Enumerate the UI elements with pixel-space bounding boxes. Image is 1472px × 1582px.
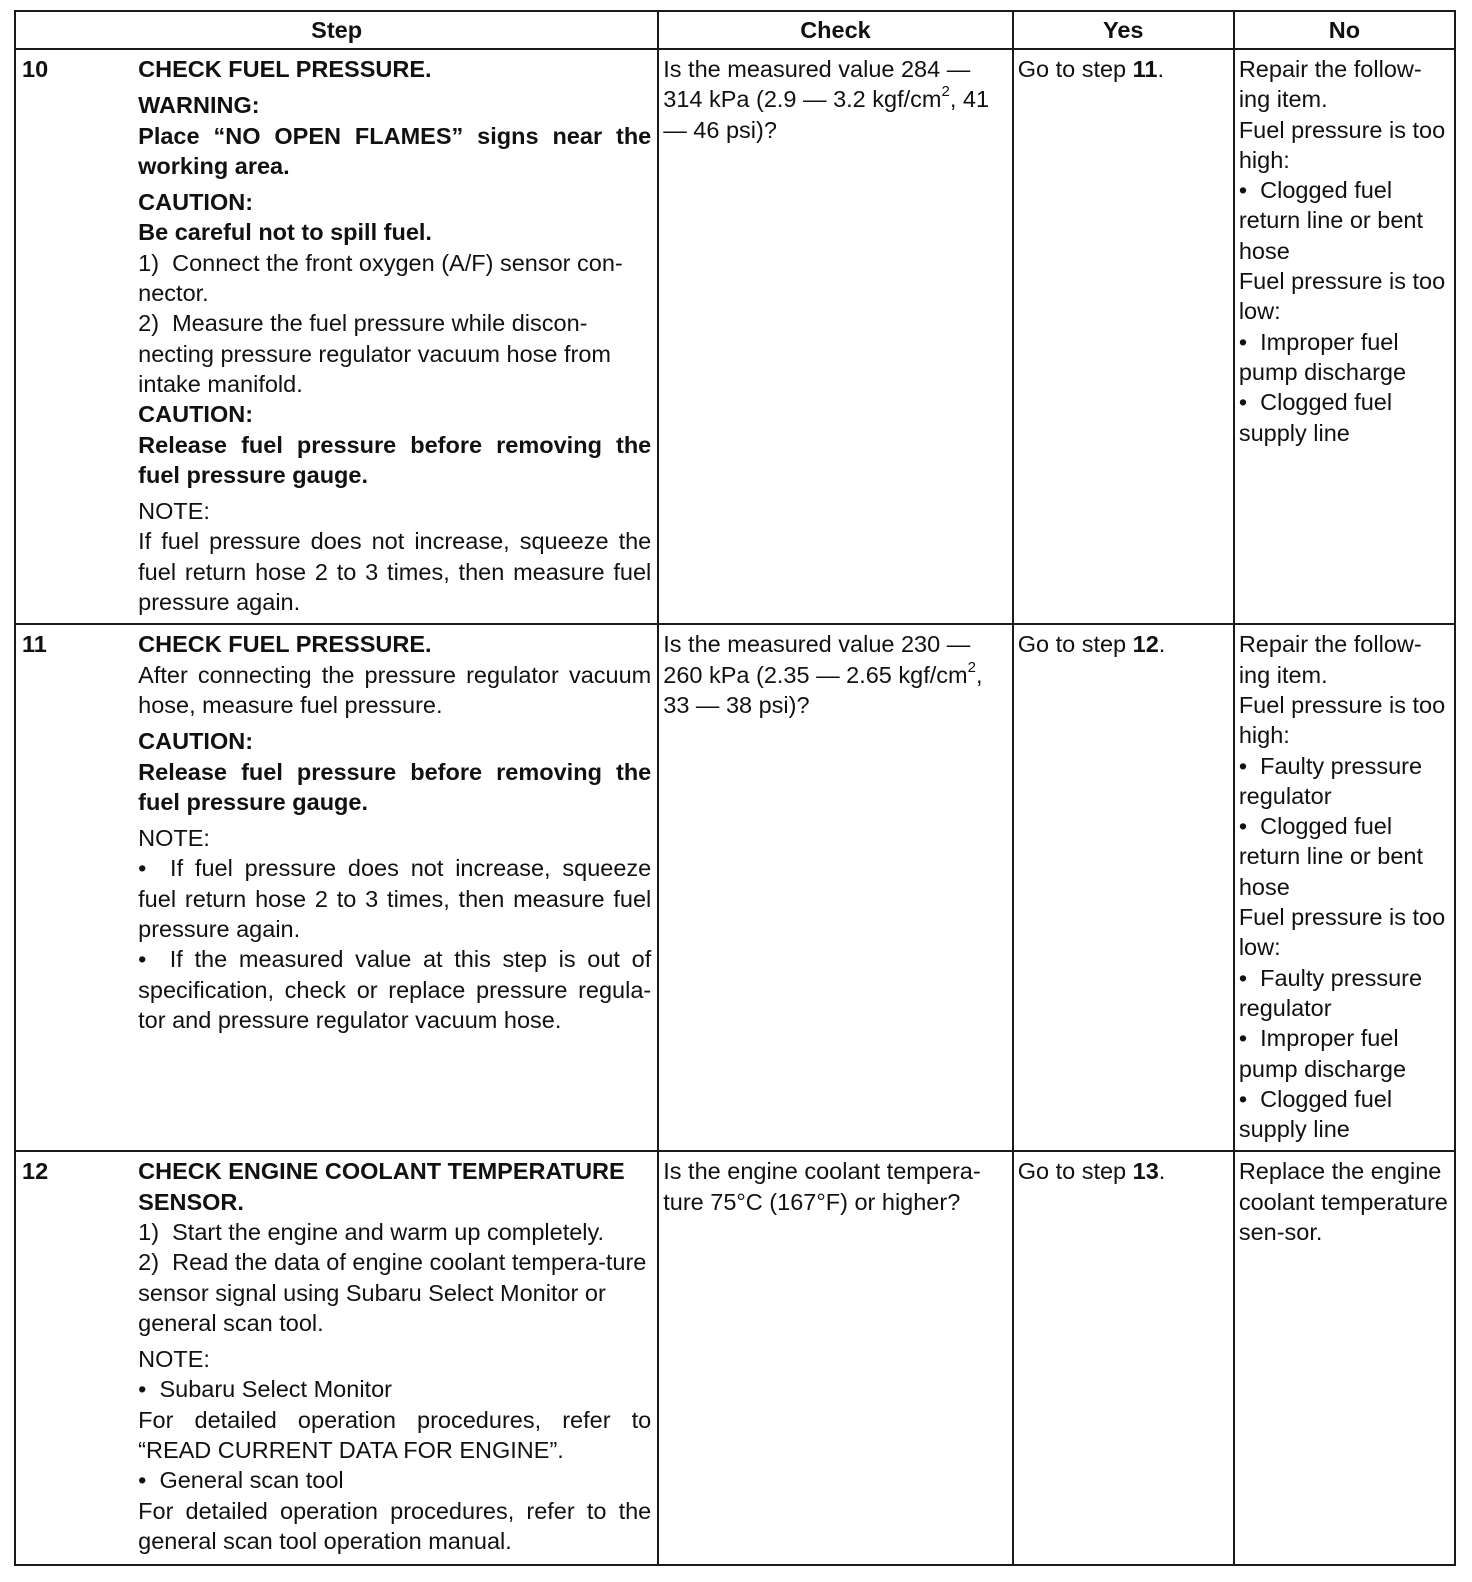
no-text: Fuel pressure is too high: [1238,691,1446,749]
check-question: Is the measured value 230 — 260 kPa (2.35 — 2.65 kgf/$cm^2$, 33 — 38 psi)? [663,631,983,718]
note-label: NOTE: [138,825,210,852]
note-label: NOTE: [138,498,210,525]
check-question: Is the engine coolant tempera-ture 75°C (167°F) or higher? [663,1158,981,1215]
note-bullet: • General scan tool [138,1465,651,1495]
step-title: CHECK FUEL PRESSURE. [138,631,432,658]
next-step-number: 12 [1132,631,1159,658]
check-cell [658,49,1012,624]
no-text: Fuel pressure is too low: [1238,904,1446,961]
header-check: Check [658,11,1012,49]
step-title: CHECK FUEL PRESSURE. [138,56,432,82]
header-step: Step [15,11,658,49]
step-number: 11 [22,631,47,658]
procedure-step: 1) Start the engine and warm up completely. [138,1218,605,1245]
no-cell [1234,624,1455,1151]
warning-label: WARNING: [138,92,260,119]
no-bullet: • Improper fuel pump discharge [1239,327,1448,388]
procedure-step: 1) Connect the front oxygen (A/F) sensor con-nector. [138,249,623,307]
next-step-number: 13 [1132,1158,1159,1185]
procedure-step: 2) Read the data of engine coolant tempera-ture sensor signal using Subaru Select Monitor or general scan tool. [138,1249,647,1336]
yes-action: Go to step 11. [1017,56,1165,82]
caution-label: CAUTION: [138,728,254,755]
caution-text: Release fuel pressure before removing the fuel pressure gauge. [138,431,652,488]
no-bullet: • Improper fuel pump discharge [1239,1023,1448,1084]
yes-cell [1013,49,1234,624]
check-cell [658,1151,1012,1565]
step-number-cell [15,49,134,624]
step-number: 10 [22,56,49,82]
no-bullet: • Clogged fuel return line or bent hose [1239,811,1448,902]
table-row [15,1151,1455,1565]
step-body: After connecting the pressure regulator vacuum hose, measure fuel pressure. [138,661,652,718]
no-text: Fuel pressure is too high: [1238,116,1446,173]
caution-label: CAUTION: [138,189,254,216]
step-number-cell [15,624,134,1151]
no-cell [1234,49,1455,624]
note-text: For detailed operation procedures, refer to the general scan tool operation manual. [138,1497,652,1554]
step-number-cell [15,1151,134,1565]
header-no: No [1234,11,1455,49]
yes-cell [1013,1151,1234,1565]
step-cell [134,1151,658,1565]
diagnostic-table [14,10,1456,1566]
note-text: For detailed operation procedures, refer to “READ CURRENT DATA FOR ENGINE”. [138,1406,652,1464]
yes-action: Go to step 13. [1017,1158,1166,1185]
no-bullet: • Clogged fuel return line or bent hose [1239,175,1448,266]
note-bullet: • Subaru Select Monitor [138,1374,651,1404]
note-label: NOTE: [138,1346,210,1373]
caution-text: Release fuel pressure before removing the fuel pressure gauge. [138,758,652,815]
check-question: Is the measured value 284 — 314 kPa (2.9 — 3.2 kgf/$cm^2$, 41 — 46 psi)? [663,56,990,143]
procedure-step: 2) Measure the fuel pressure while discon-necting pressure regulator vacuum hose from intake manifold. [138,310,612,397]
no-bullet: • Faulty pressure regulator [1239,751,1448,812]
header-row [15,11,1455,49]
no-bullet: • Clogged fuel supply line [1239,387,1448,448]
caution-text: Be careful not to spill fuel. [138,219,432,246]
warning-text: Place “NO OPEN FLAMES” signs near the working area. [138,122,652,179]
step-title: CHECK ENGINE COOLANT TEMPERATURE SENSOR. [138,1158,625,1215]
note-bullet: • If fuel pressure does not increase, squeeze fuel return hose 2 to 3 times, then measure fuel pressure again. [138,853,651,944]
note-text: If fuel pressure does not increase, squeeze the fuel return hose 2 to 3 times, then measure fuel pressure again. [138,528,652,616]
note-bullet: • If the measured value at this step is out of specification, check or replace pressure regula-tor and pressure regulator vacuum hose. [138,944,651,1035]
no-text: Fuel pressure is too low: [1238,268,1446,325]
check-cell [658,624,1012,1151]
step-cell [134,624,658,1151]
table-row [15,49,1455,624]
next-step-number: 11 [1132,56,1158,82]
caution-label: CAUTION: [138,401,254,428]
no-cell [1234,1151,1455,1565]
no-text: Repair the follow-ing item. [1238,631,1422,688]
step-cell [134,49,658,624]
yes-cell [1013,624,1234,1151]
header-yes: Yes [1013,11,1234,49]
table-row [15,624,1455,1151]
no-bullet: • Clogged fuel supply line [1239,1084,1448,1145]
no-text: Replace the engine coolant temperature sen-sor. [1238,1158,1448,1245]
no-bullet: • Faulty pressure regulator [1239,963,1448,1024]
step-number: 12 [22,1158,49,1185]
yes-action: Go to step 12. [1017,631,1166,658]
no-text: Repair the follow-ing item. [1238,56,1422,113]
